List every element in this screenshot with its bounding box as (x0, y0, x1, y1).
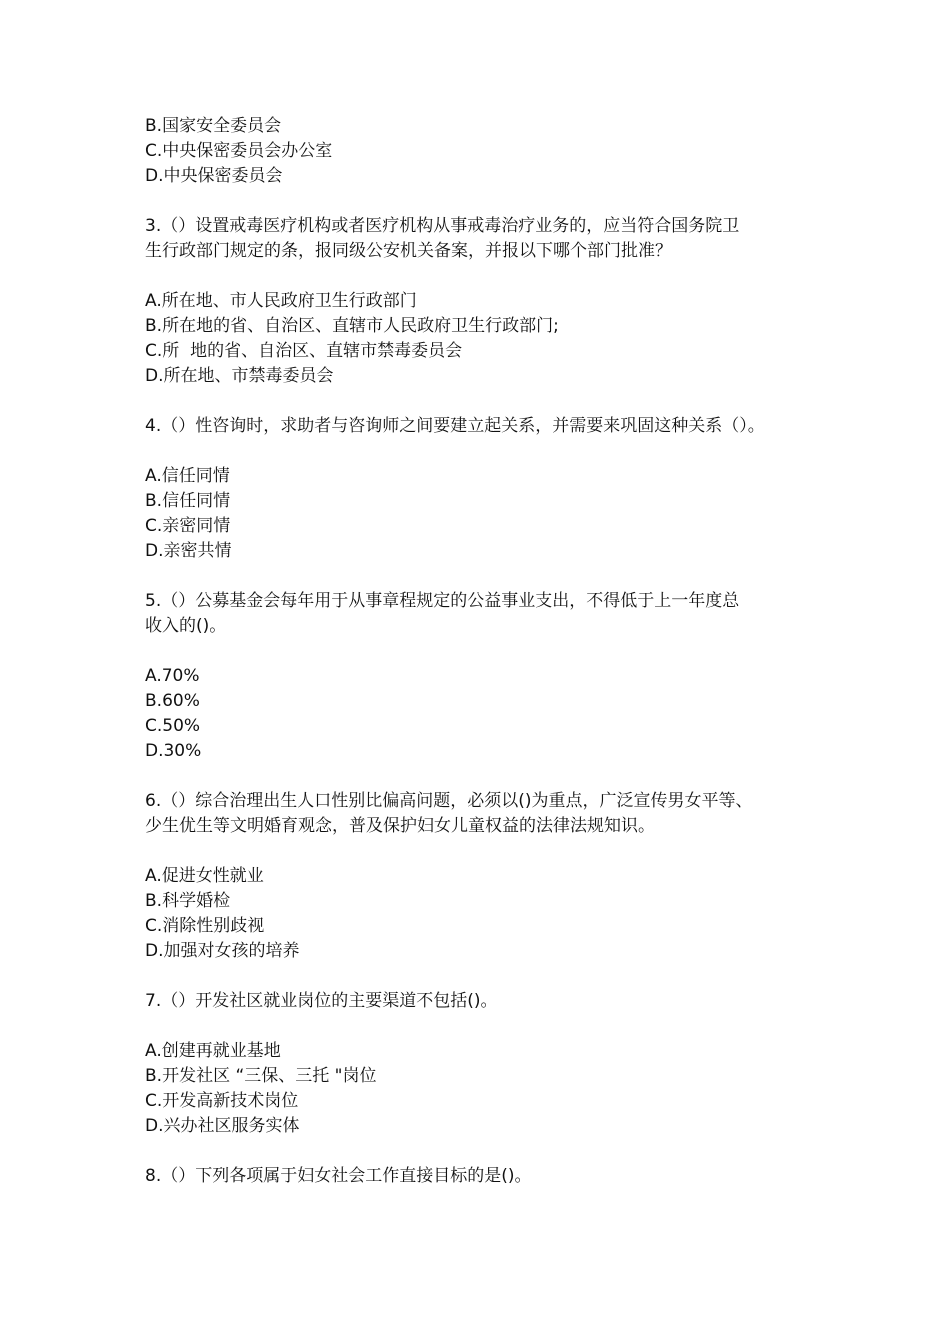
question-5 (145, 589, 815, 764)
option-a: A.所在地、市人民政府卫生行政部门 (145, 291, 417, 311)
question-3 (145, 214, 815, 389)
option-d: D.兴办社区服务实体 (145, 1116, 300, 1136)
question-text: 3.（）设置戒毒医疗机构或者医疗机构从事戒毒治疗业务的，应当符合国务院卫 (145, 216, 740, 236)
option-d: D.所在地、市禁毒委员会 (145, 366, 334, 386)
question-text: 5.（）公募基金会每年用于从事章程规定的公益事业支出，不得低于上一年度总 (145, 591, 740, 611)
question-text: 7.（）开发社区就业岗位的主要渠道不包括()。 (145, 991, 498, 1011)
option-d: D.加强对女孩的培养 (145, 941, 300, 961)
question-text: 8.（）下列各项属于妇女社会工作直接目标的是()。 (145, 1166, 532, 1186)
option-b: B.科学婚检 (145, 891, 231, 911)
option-d: D.中央保密委员会 (145, 166, 283, 186)
option-c: C.亲密同情 (145, 516, 231, 536)
question-text: 收入的()。 (145, 616, 227, 636)
option-c: C.中央保密委员会办公室 (145, 141, 333, 161)
question-8 (145, 1164, 815, 1189)
option-c: C.消除性别歧视 (145, 916, 265, 936)
option-b: B.信任同情 (145, 491, 231, 511)
option-a: A.促进女性就业 (145, 866, 264, 886)
previous-question-options (145, 114, 815, 189)
option-a: A.70% (145, 666, 200, 686)
option-d: D.亲密共情 (145, 541, 232, 561)
question-text: 少生优生等文明婚育观念，普及保护妇女儿童权益的法律法规知识。 (145, 816, 655, 836)
option-c: C.所 地的省、自治区、直辖市禁毒委员会 (145, 341, 463, 361)
question-text: 生行政部门规定的条，报同级公安机关备案，并报以下哪个部门批准？ (145, 241, 672, 261)
question-6 (145, 789, 815, 964)
option-b: B.所在地的省、自治区、直辖市人民政府卫生行政部门; (145, 316, 559, 336)
question-text: 6.（）综合治理出生人口性别比偏高问题，必须以()为重点，广泛宣传男女平等、 (145, 791, 753, 811)
document-body (145, 114, 815, 1189)
option-b: B.国家安全委员会 (145, 116, 282, 136)
option-d: D.30% (145, 741, 202, 761)
option-a: A.创建再就业基地 (145, 1041, 281, 1061)
question-7 (145, 989, 815, 1139)
option-c: C.50% (145, 716, 201, 736)
option-b: B.开发社区 “三保、三托 "岗位 (145, 1066, 377, 1086)
option-a: A.信任同情 (145, 466, 230, 486)
question-text: 4.（）性咨询时，求助者与咨询师之间要建立起关系，并需要来巩固这种关系（）。 (145, 416, 765, 436)
option-b: B.60% (145, 691, 200, 711)
question-4 (145, 414, 815, 564)
option-c: C.开发高新技术岗位 (145, 1091, 299, 1111)
